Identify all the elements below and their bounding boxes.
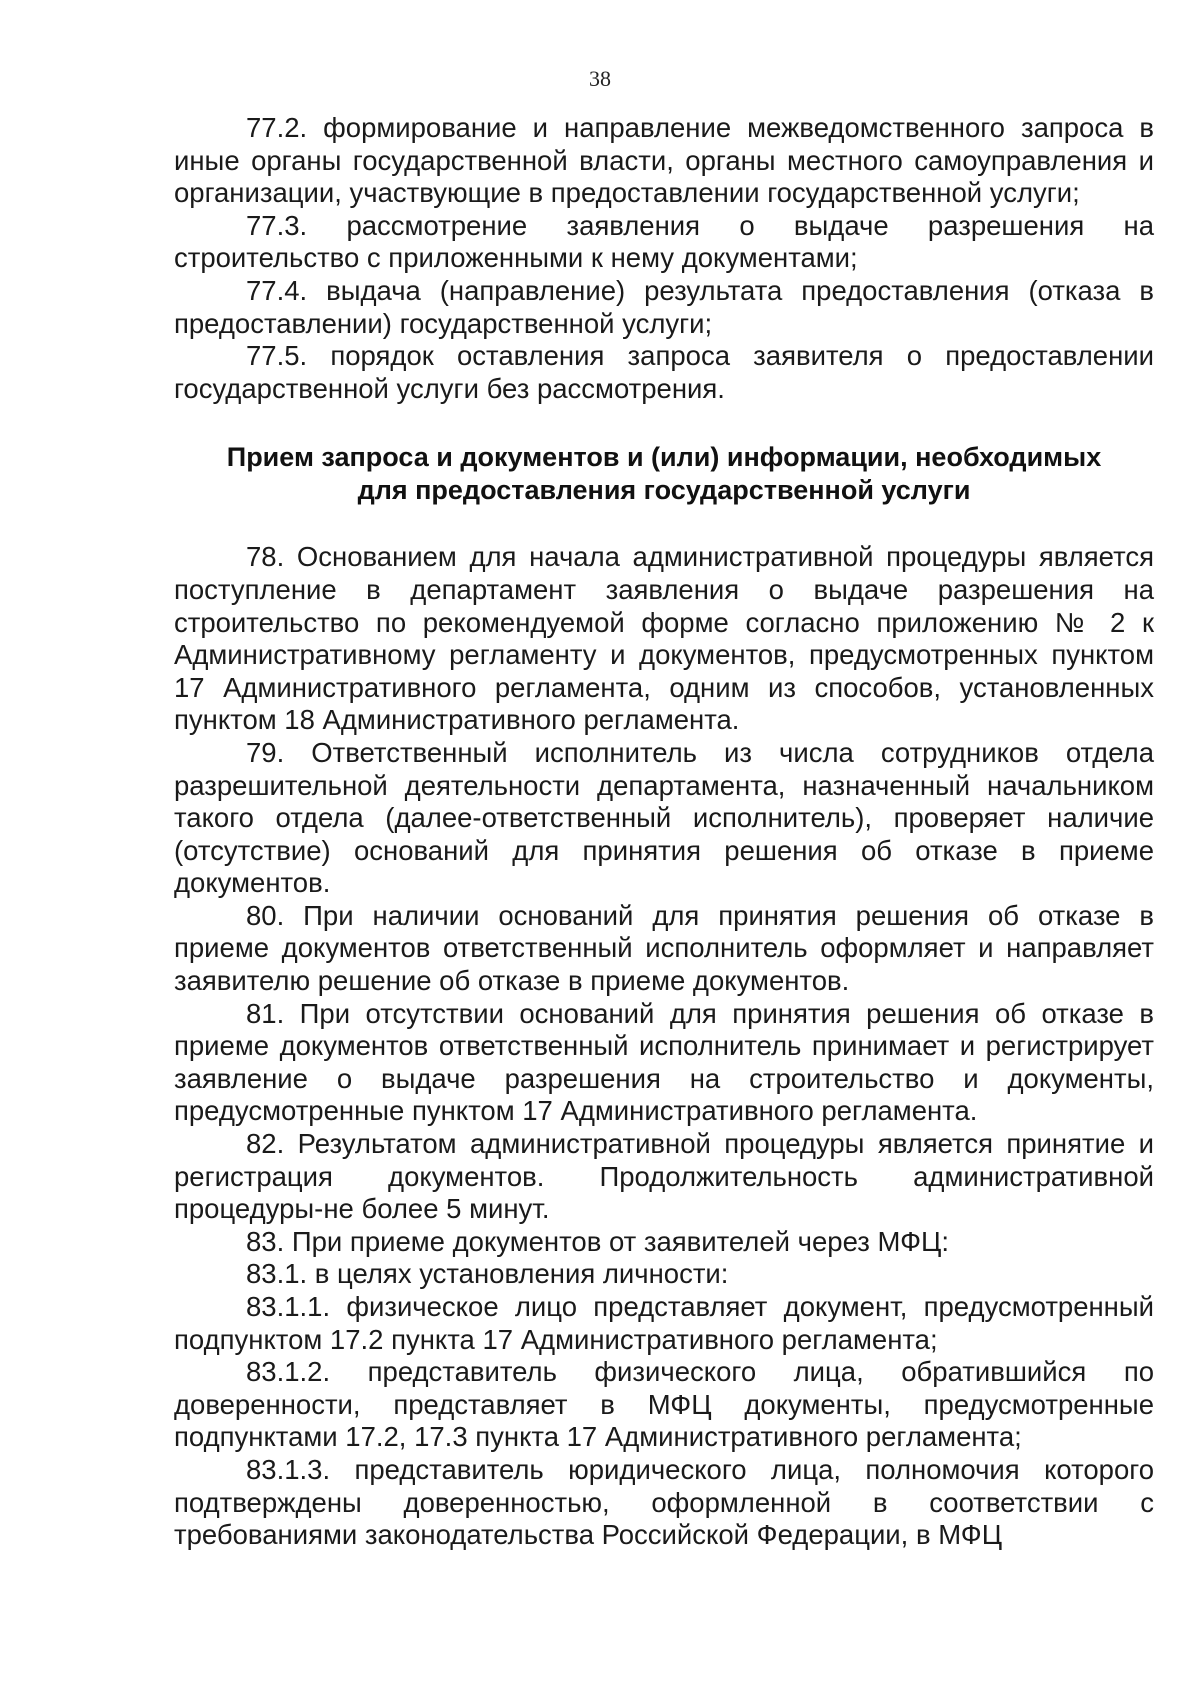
paragraph-83-1-1: 83.1.1. физическое лицо представляет документ, предусмотренный подпунктом 17.2 пункта 17 Административного регламента; [174,1291,1154,1355]
section-heading-line-2: для предоставления государственной услуги [357,475,971,506]
section-heading [174,441,1154,507]
paragraph-78: 78. Основанием для начала административной процедуры является поступление в департамент заявления о выдаче разрешения на строительство по рекомендуемой форме согласно приложению № 2 к Административному регламенту и документов, предусмотренных пунктом 17 Административного регламента, одним из способов, установленных пунктом 18 Административного регламента. [174,541,1154,736]
paragraph-77-3: 77.3. рассмотрение заявления о выдаче разрешения на строительство с приложенными к нему документами; [174,209,1154,274]
paragraph-77-4: 77.4. выдача (направление) результата предоставления (отказа в предоставлении) государственной услуги; [174,274,1154,339]
paragraph-83-1-2: 83.1.2. представитель физического лица, обратившийся по доверенности, представляет в МФЦ документы, предусмотренные подпунктами 17.2, 17.3 пункта 17 Административного регламента; [174,1356,1154,1453]
paragraph-77-2: 77.2. формирование и направление межведомственного запроса в иные органы государственной власти, органы местного самоуправления и организации, участвующие в предоставлении государственной услуги; [174,112,1154,209]
paragraph-83-1: 83.1. в целях установления личности: [246,1258,729,1290]
paragraph-83-1-3: 83.1.3. представитель юридического лица, полномочия которого подтверждены доверенностью, оформленной в соответствии с требованиями законодательства Российской Федерации, в МФЦ [174,1453,1154,1551]
paragraph-77-5: 77.5. порядок оставления запроса заявителя о предоставлении государственной услуги без рассмотрения. [174,340,1154,404]
paragraph-79: 79. Ответственный исполнитель из числа сотрудников отдела разрешительной деятельности департамента, назначенный начальником такого отдела (далее-ответственный исполнитель), проверяет наличие (отсутствие) оснований для принятия решения об отказе в приеме документов. [174,736,1154,899]
page-number: 38 [589,66,611,91]
paragraph-80: 80. При наличии оснований для принятия решения об отказе в приеме документов ответственный исполнитель оформляет и направляет заявителю решение об отказе в приеме документов. [174,899,1154,997]
paragraph-81: 81. При отсутствии оснований для принятия решения об отказе в приеме документов ответственный исполнитель принимает и регистрирует заявление о выдаче разрешения на строительство и документы, предусмотренные пунктом 17 Административного регламента. [174,997,1154,1127]
paragraph-83: 83. При приеме документов от заявителей через МФЦ: [246,1225,949,1257]
paragraph-82: 82. Результатом административной процедуры является принятие и регистрация документов. Продолжительность административной процедуры-не более 5 минут. [174,1128,1154,1225]
document-body [174,112,1154,1552]
section-heading-line-1: Прием запроса и документов и (или) информации, необходимых [226,442,1102,473]
